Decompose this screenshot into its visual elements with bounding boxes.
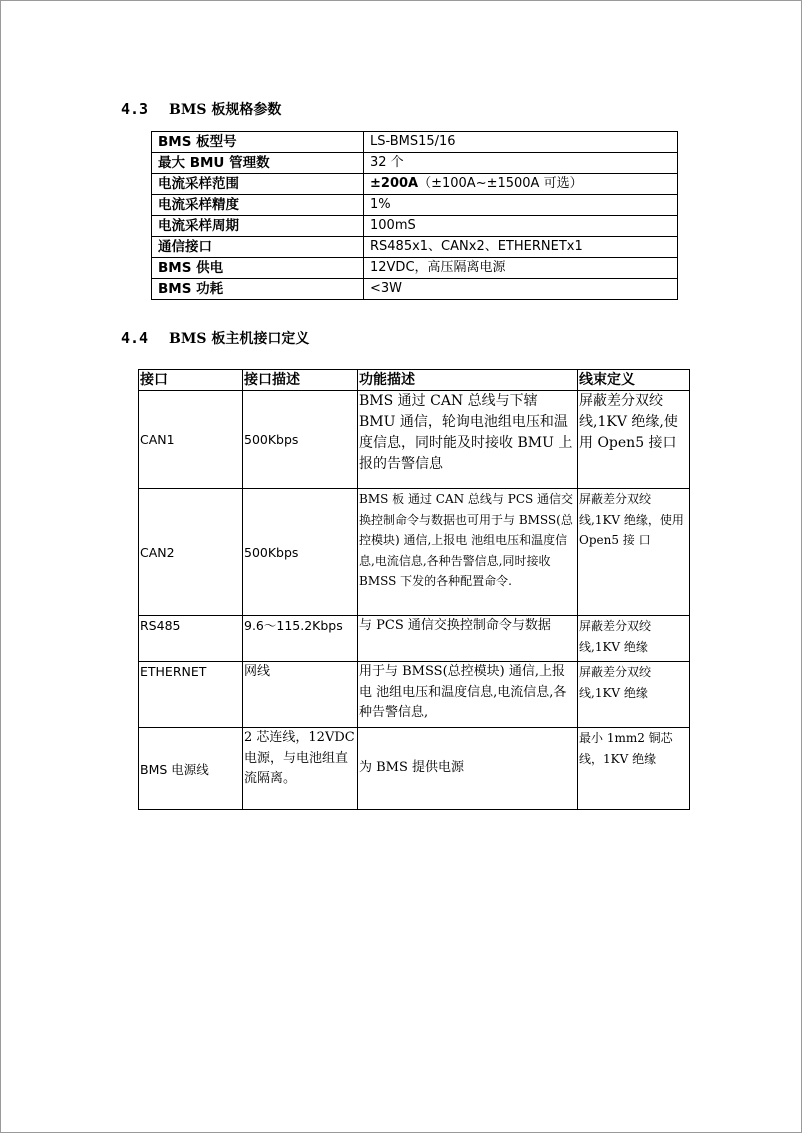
table-row <box>152 174 678 195</box>
spec-value-cell <box>364 174 678 195</box>
wire-def: 最小 1mm2 铜芯线，1KV 绝缘 <box>578 728 690 810</box>
table-header-row <box>139 370 690 391</box>
wire-def: 屏蔽差分双绞线,1KV 绝缘，使用 Open5 接 口 <box>578 489 690 616</box>
spec-value: 1% <box>364 195 678 216</box>
interface-desc: 500Kbps <box>243 489 358 616</box>
table-row <box>139 616 690 662</box>
spec-key: BMS 功耗 <box>152 279 364 300</box>
table-row <box>152 237 678 258</box>
spec-value-bold: ±200A <box>370 176 419 191</box>
table-row <box>152 195 678 216</box>
spec-key: 电流采样周期 <box>152 216 364 237</box>
function-desc: BMS 板 通过 CAN 总线与 PCS 通信交换控制命令与数据也可用于与 BMSS(总控模块) 通信,上报电 池组电压和温度信息,电流信息,各种告警信息,同时接收 BMSS 下发的各种配置命令. <box>358 489 578 616</box>
table-row <box>139 728 690 810</box>
spec-key: 通信接口 <box>152 237 364 258</box>
interface-name: ETHERNET <box>139 662 243 728</box>
interface-name: RS485 <box>139 616 243 662</box>
section-title: BMS 板主机接口定义 <box>169 331 310 347</box>
spec-value: LS-BMS15/16 <box>364 132 678 153</box>
interface-desc: 500Kbps <box>243 391 358 489</box>
table-row <box>152 132 678 153</box>
section-title: BMS 板规格参数 <box>169 102 282 118</box>
table-row <box>139 489 690 616</box>
spec-value: 12VDC，高压隔离电源 <box>364 258 678 279</box>
function-desc: 用于与 BMSS(总控模块) 通信,上报电 池组电压和温度信息,电流信息,各种告警信息, <box>358 662 578 728</box>
interface-desc: 2 芯连线，12VDC 电源，与电池组直流隔离。 <box>243 728 358 810</box>
function-desc: 与 PCS 通信交换控制命令与数据 <box>358 616 578 662</box>
wire-def: 屏蔽差分双绞线,1KV 绝缘 <box>578 616 690 662</box>
column-header: 功能描述 <box>358 370 578 391</box>
table-row <box>152 153 678 174</box>
interface-name: CAN1 <box>139 391 243 489</box>
interface-name: BMS 电源线 <box>139 728 243 810</box>
section-number: 4.4 <box>121 329 149 347</box>
spec-value: （±100A~±1500A 可选） <box>418 176 583 191</box>
spec-value: 32 个 <box>364 153 678 174</box>
section-number: 4.3 <box>121 100 149 118</box>
section-heading-4-4 <box>121 328 309 348</box>
wire-def: 屏蔽差分双绞线,1KV 绝缘 <box>578 662 690 728</box>
column-header: 接口 <box>139 370 243 391</box>
table-row <box>152 279 678 300</box>
table-row <box>152 258 678 279</box>
spec-key: 最大 BMU 管理数 <box>152 153 364 174</box>
column-header: 线束定义 <box>578 370 690 391</box>
section-heading-4-3 <box>121 99 281 119</box>
interface-table <box>138 369 690 810</box>
function-desc: 为 BMS 提供电源 <box>358 728 578 810</box>
table-row <box>139 391 690 489</box>
wire-def: 屏蔽差分双绞线,1KV 绝缘,使用 Open5 接口 <box>578 391 690 489</box>
spec-value: <3W <box>364 279 678 300</box>
spec-key: 电流采样精度 <box>152 195 364 216</box>
spec-key: BMS 供电 <box>152 258 364 279</box>
spec-table <box>151 131 678 300</box>
function-desc: BMS 通过 CAN 总线与下辖 BMU 通信，轮询电池组电压和温度信息，同时能及时接收 BMU 上报的告警信息 <box>358 391 578 489</box>
interface-desc: 9.6～115.2Kbps <box>243 616 358 662</box>
interface-name: CAN2 <box>139 489 243 616</box>
column-header: 接口描述 <box>243 370 358 391</box>
table-row <box>152 216 678 237</box>
spec-value: RS485x1、CANx2、ETHERNETx1 <box>364 237 678 258</box>
spec-value: 100mS <box>364 216 678 237</box>
table-row <box>139 662 690 728</box>
interface-desc: 网线 <box>243 662 358 728</box>
spec-key: 电流采样范围 <box>152 174 364 195</box>
spec-key: BMS 板型号 <box>152 132 364 153</box>
